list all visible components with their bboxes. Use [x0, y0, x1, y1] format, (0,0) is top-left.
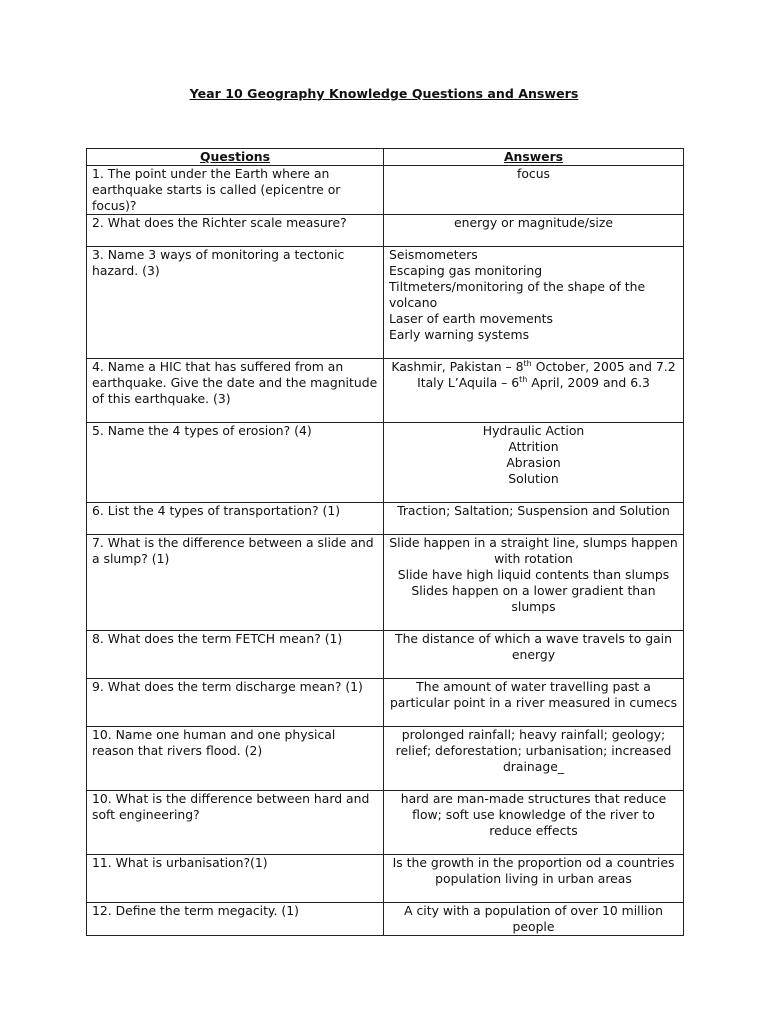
answer-cell	[384, 903, 684, 936]
table-row	[87, 359, 684, 423]
question-cell: 12. Define the term megacity. (1)	[87, 903, 384, 936]
answer-line: The amount of water travelling past a particular point in a river measured in cumecs	[389, 679, 678, 710]
answer-line: Seismometers	[389, 247, 478, 262]
answer-line: Slide happen in a straight line, slumps happen with rotation	[389, 535, 678, 566]
answer-line: Italy L’Aquila – 6th April, 2009 and 6.3	[417, 374, 650, 390]
answer-cell	[384, 247, 684, 359]
answer-line: Attrition	[508, 439, 559, 454]
question-cell: 1. The point under the Earth where an earthquake starts is called (epicentre or focus)?	[87, 166, 384, 215]
table-row	[87, 535, 684, 631]
answer-cell	[384, 359, 684, 423]
answer-line: Tiltmeters/monitoring of the shape of the volcano	[389, 279, 646, 310]
answer-cell	[384, 631, 684, 679]
answer-cell	[384, 791, 684, 855]
table-row	[87, 855, 684, 903]
table-row	[87, 166, 684, 215]
answer-line: Early warning systems	[389, 327, 530, 342]
question-cell: 5. Name the 4 types of erosion? (4)	[87, 423, 384, 503]
table-row	[87, 727, 684, 791]
table-row	[87, 423, 684, 503]
answer-line: Escaping gas monitoring	[389, 263, 543, 278]
answer-cell	[384, 535, 684, 631]
answer-cell	[384, 727, 684, 791]
answer-cell	[384, 503, 684, 535]
answer-line: energy or magnitude/size	[454, 215, 613, 230]
answer-cell	[384, 215, 684, 247]
question-cell: 10. Name one human and one physical reason that rivers flood. (2)	[87, 727, 384, 791]
question-cell: 8. What does the term FETCH mean? (1)	[87, 631, 384, 679]
table-row	[87, 631, 684, 679]
question-cell: 4. Name a HIC that has suffered from an earthquake. Give the date and the magnitude of this earthquake. (3)	[87, 359, 384, 423]
questions-header: Questions	[87, 149, 384, 166]
answer-line: Kashmir, Pakistan – 8th October, 2005 and 7.2	[391, 358, 676, 374]
answer-line: Solution	[508, 471, 559, 486]
answer-cell	[384, 166, 684, 215]
answer-line: Slide have high liquid contents than slumps	[397, 567, 670, 582]
question-cell: 3. Name 3 ways of monitoring a tectonic hazard. (3)	[87, 247, 384, 359]
qa-table	[86, 148, 684, 936]
answer-line: hard are man-made structures that reduce flow; soft use knowledge of the river to reduce effects	[400, 791, 667, 838]
answer-cell	[384, 423, 684, 503]
table-row	[87, 903, 684, 936]
answer-line: focus	[516, 166, 551, 181]
answer-line: Hydraulic Action	[482, 423, 585, 438]
question-cell: 10. What is the difference between hard and soft engineering?	[87, 791, 384, 855]
answer-cell	[384, 679, 684, 727]
table-row	[87, 679, 684, 727]
page-title: Year 10 Geography Knowledge Questions and Answers	[189, 86, 579, 101]
answer-cell	[384, 855, 684, 903]
answer-line: A city with a population of over 10 million people	[404, 903, 663, 934]
table-header-row	[87, 149, 684, 166]
answer-line: Laser of earth movements	[389, 311, 553, 326]
question-cell: 2. What does the Richter scale measure?	[87, 215, 384, 247]
answer-line: Traction; Saltation; Suspension and Solution	[397, 503, 670, 518]
answer-line: prolonged rainfall; heavy rainfall; geology; relief; deforestation; urbanisation; increased drainage_	[395, 727, 672, 774]
answer-line: Abrasion	[506, 455, 561, 470]
answers-header: Answers	[384, 149, 684, 166]
answer-line: Is the growth in the proportion od a countries population living in urban areas	[392, 855, 675, 886]
question-cell: 6. List the 4 types of transportation? (1)	[87, 503, 384, 535]
answer-line: Slides happen on a lower gradient than slumps	[411, 583, 656, 614]
table-row	[87, 503, 684, 535]
table-row	[87, 215, 684, 247]
table-row	[87, 247, 684, 359]
answer-line: The distance of which a wave travels to gain energy	[395, 631, 672, 662]
question-cell: 11. What is urbanisation?(1)	[87, 855, 384, 903]
question-cell: 7. What is the difference between a slide and a slump? (1)	[87, 535, 384, 631]
question-cell: 9. What does the term discharge mean? (1)	[87, 679, 384, 727]
table-row	[87, 791, 684, 855]
